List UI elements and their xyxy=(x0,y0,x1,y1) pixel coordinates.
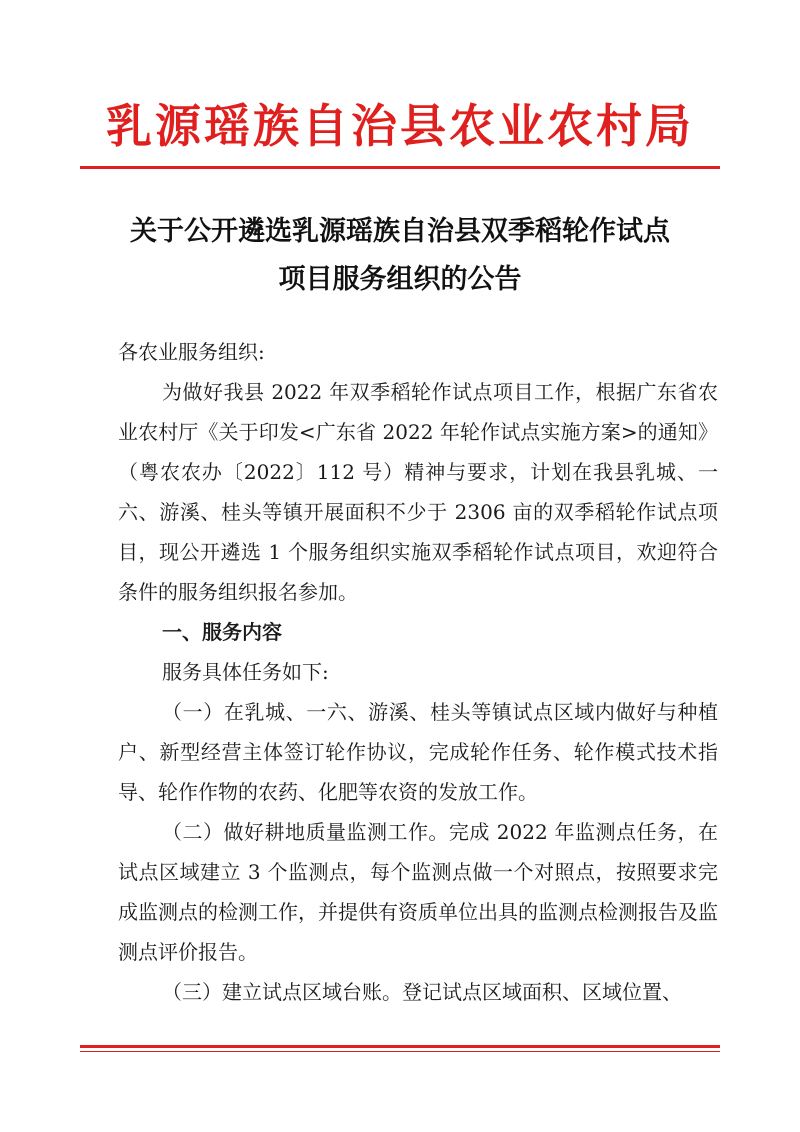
task-item-3: （三）建立试点区域台账。登记试点区域面积、区域位置、 xyxy=(162,980,682,1004)
letterhead-red-rule xyxy=(80,166,720,169)
section-heading-service-content: 一、服务内容 xyxy=(162,620,282,644)
document-title-line-2: 项目服务组织的公告 xyxy=(278,264,522,295)
salutation: 各农业服务组织: xyxy=(118,340,265,364)
footer-red-rule-thick xyxy=(80,1045,720,1048)
document-title xyxy=(90,208,710,304)
document-title-line-1: 关于公开遴选乳源瑶族自治县双季稻轮作试点 xyxy=(130,216,670,247)
document-body xyxy=(118,332,718,1012)
footer-red-rule-thin xyxy=(80,1051,720,1052)
tasks-lead-paragraph: 服务具体任务如下: xyxy=(162,660,329,684)
task-item-2: （二）做好耕地质量监测工作。完成 2022 年监测点任务，在试点区域建立 3 个监测点，每个监测点做一个对照点，按照要求完成监测点的检测工作，并提供有资质单位出具的监测点检测报告及监测点评价报告。 xyxy=(118,820,718,964)
intro-paragraph: 为做好我县 2022 年双季稻轮作试点项目工作，根据广东省农业农村厅《关于印发<广东省 2022 年轮作试点实施方案>的通知》（粤农农办〔2022〕112 号）精神与要求，计划在我县乳城、一六、游溪、桂头等镇开展面积不少于 2306 亩的双季稻轮作试点项目，现公开遴选 1 个服务组织实施双季稻轮作试点项目，欢迎符合条件的服务组织报名参加。 xyxy=(118,380,718,604)
task-item-1: （一）在乳城、一六、游溪、桂头等镇试点区域内做好与种植户、新型经营主体签订轮作协议，完成轮作任务、轮作模式技术指导、轮作作物的农药、化肥等农资的发放工作。 xyxy=(118,700,718,804)
agency-letterhead-title: 乳源瑶族自治县农业农村局 xyxy=(106,99,694,153)
